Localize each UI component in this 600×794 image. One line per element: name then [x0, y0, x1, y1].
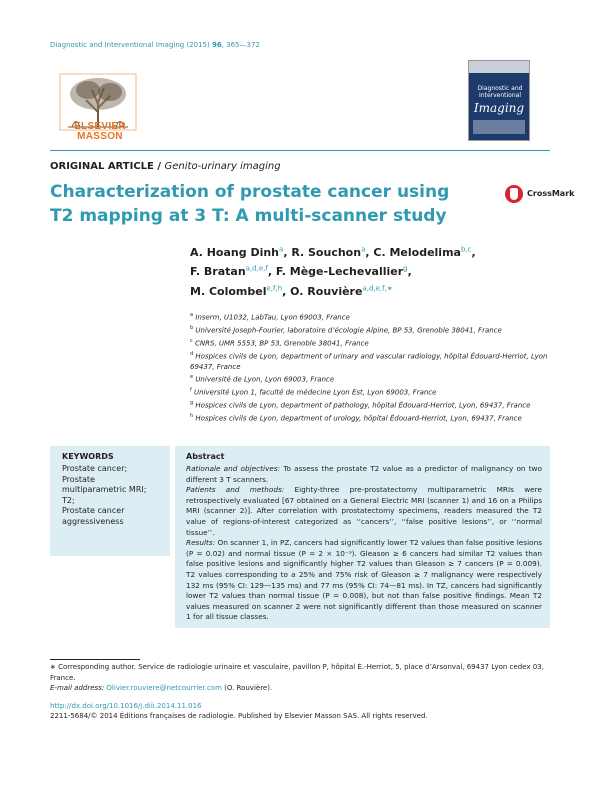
author: F. Mège-Lechevallier$^g$,: [275, 264, 412, 279]
journal-pages: , 365—372: [221, 41, 260, 49]
author-sup: g: [403, 264, 408, 273]
author-name: R. Souchon: [291, 245, 362, 259]
affiliation-sup: b: [190, 324, 194, 331]
footnote-star: ∗: [50, 663, 56, 671]
abstract-section: [186, 485, 542, 538]
keyword: Prostate cancer aggressiveness: [62, 506, 125, 526]
cover-band: [469, 61, 529, 73]
publisher-logo-text: [60, 122, 140, 142]
cover-image: [473, 120, 525, 134]
author-name: F. Mège-Lechevallier: [275, 265, 404, 279]
email-link[interactable]: Olivier.rouviere@netcourrier.com: [106, 684, 222, 692]
affiliation-sup: a: [190, 312, 194, 318]
keyword: Prostate multiparametric MRI;: [62, 474, 147, 495]
abstract-section-label: Patients and methods:: [186, 485, 285, 495]
email-suffix: (O. Rouvière).: [221, 684, 273, 692]
footnote-rule: [50, 659, 140, 660]
crossmark-icon: [505, 185, 523, 203]
abstract-section-label: Rationale and objectives:: [186, 464, 281, 473]
abstract-section-text: To assess the prostate T2 value as a predictor of malignancy on two different 3 T scanners.: [186, 464, 542, 484]
subcategory-label: Genito-urinary imaging: [164, 161, 281, 172]
article-category: [50, 161, 281, 172]
author-sup: a,d,e,f: [245, 264, 268, 273]
corresponding-author-note: [50, 662, 550, 683]
affiliation-sup: e: [190, 374, 194, 381]
author-name: A. Hoang Dinh: [190, 245, 280, 259]
keyword: T2;: [62, 495, 75, 505]
affiliation-text: Université Lyon 1, faculté de médecine Lyon Est, Lyon 69003, France: [194, 388, 437, 397]
copyright-notice: 2211-5684/© 2014 Éditions françaises de radiologie. Published by Elsevier Masson SAS. All rights reserved.: [50, 712, 428, 720]
affiliation-sup: f: [190, 387, 192, 394]
corresponding-author-text: Corresponding author. Service de radiologie urinaire et vasculaire, pavillon P, hôpital É.-Herriot, 5, place d’Arsonval, 69437 Lyon cedex 03, France.: [50, 663, 544, 682]
affiliation: [190, 349, 560, 373]
affiliation-sup: d: [190, 350, 194, 357]
affiliation-sup: g: [190, 400, 194, 407]
author-sup: b,c: [460, 245, 472, 253]
abstract-section-text: On scanner 1, in PZ, cancers had significantly lower T2 values than false positive lesions (P = 0.02) and normal tissue (P = 2 × 10⁻⁹). Gleason ≥ 6 cancers had similar T2 values than false positive lesions and significantly higher T2 values than Gleason ≥ 7 cancers (P = 0.009). T2 values corresponding to a 25% and 75% risk of Gleason ≥ 7 malignancy were respectively 132 ms (95% CI: 129—135 ms) and 77 ms (95% CI: 74—81 ms). In TZ, cancers had significantly lower T2 values than normal tissue (P = 0.008), but not than false positive findings. Mean T2 values measured on scanner 2 were not significantly different than those measured on scanner 1 for all tissue classes.: [186, 538, 542, 622]
affiliation: [190, 310, 560, 323]
affiliation-text: Inserm, U1032, LabTau, Lyon 69003, France: [195, 313, 350, 322]
author-list: [190, 241, 550, 300]
author-name: C. Melodelima: [373, 245, 461, 259]
abstract-box: [175, 446, 550, 628]
abstract-heading: Abstract: [186, 452, 225, 461]
keywords-box: [50, 446, 170, 556]
keyword: Prostate cancer;: [62, 464, 128, 473]
footnote: [50, 662, 550, 694]
affiliation-sup: h: [190, 413, 194, 420]
email-line: [50, 683, 550, 694]
publisher-line-2: MASSON: [77, 131, 123, 142]
email-label: E-mail address:: [50, 684, 105, 692]
author-sup: a,d,e,f,∗: [362, 284, 393, 293]
author-sup: a: [361, 245, 366, 253]
author: A. Hoang Dinh$^a$,: [190, 245, 292, 259]
affiliation-list: [190, 310, 560, 424]
affiliation-text: Université Joseph-Fourier, laboratoire d’écologie Alpine, BP 53, Grenoble 38041, France: [195, 326, 502, 335]
journal-cover-thumbnail[interactable]: [468, 60, 530, 141]
author: [290, 285, 393, 298]
keywords-heading: KEYWORDS: [62, 452, 114, 461]
affiliation-text: CNRS, UMR 5553, BP 53, Grenoble 38041, France: [194, 339, 369, 348]
category-label: ORIGINAL ARTICLE /: [50, 161, 162, 172]
crossmark-label: CrossMark: [527, 189, 575, 198]
abstract-text: [186, 464, 542, 623]
affiliation-text: Université de Lyon, Lyon 69003, France: [195, 375, 335, 384]
author-name: O. Rouvière: [290, 284, 363, 298]
affiliation-text: Hospices civils de Lyon, department of pathology, hôpital Édouard-Herriot, Lyon, 69437, France: [195, 401, 531, 410]
affiliation-text: Hospices civils de Lyon, department of urinary and vascular radiology, hôpital Édouard-Herriot, Lyon 69437, France: [190, 352, 548, 371]
header-rule: [50, 150, 550, 151]
author-name: F. Bratan: [190, 265, 246, 279]
author: R. Souchon$^a$,: [291, 245, 374, 259]
cover-title: Diagnostic and Interventional: [477, 85, 523, 99]
affiliation: [190, 385, 560, 398]
affiliation: [190, 323, 560, 336]
abstract-section: [186, 538, 542, 623]
abstract-section-text: Eighty-three pre-prostatectomy multiparametric MRIs were retrospectively evaluated [67 obtained on a General Electric MRI (scanner 1) and 16 on a Philips MRI (scanner 2)]. After correlation with prostatectomy specimens, readers measured the T2 value of regions-of-interest categorized as ‘‘cancers’’, ‘‘false positive lesions’’, or ‘‘normal tissue’’.: [186, 485, 542, 537]
article-title: Characterization of prostate cancer using T2 mapping at 3 T: A multi-scanner study: [50, 182, 450, 226]
abstract-section-label: Results:: [186, 538, 216, 548]
author-sup: a: [279, 245, 284, 253]
journal-name: Diagnostic and Interventional Imaging (2015): [50, 41, 210, 49]
affiliation-text: Hospices civils de Lyon, department of urology, hôpital Édouard-Herriot, Lyon, 69437, France: [195, 414, 522, 423]
affiliation: [190, 398, 560, 411]
affiliation: [190, 336, 560, 349]
publisher-line-1: ELSEVIER: [74, 121, 126, 132]
affiliation: [190, 372, 560, 385]
affiliation-sup: c: [190, 337, 193, 344]
abstract-section: [186, 464, 542, 485]
author: C. Melodelima$^{b,c}$,: [373, 245, 476, 259]
author: M. Colombel$^{e,f,h}$,: [190, 284, 291, 298]
journal-volume: 96: [211, 41, 222, 49]
doi-link[interactable]: http://dx.doi.org/10.1016/j.diii.2014.11.016: [50, 702, 202, 710]
journal-citation[interactable]: [50, 41, 260, 49]
keywords-list: [50, 464, 170, 528]
author-name: M. Colombel: [190, 284, 267, 298]
author-sup: e,f,h: [266, 284, 283, 293]
cover-title-big: Imaging: [473, 101, 525, 115]
affiliation: [190, 411, 560, 424]
author: F. Bratan$^{a,d,e,f}$,: [190, 264, 276, 279]
